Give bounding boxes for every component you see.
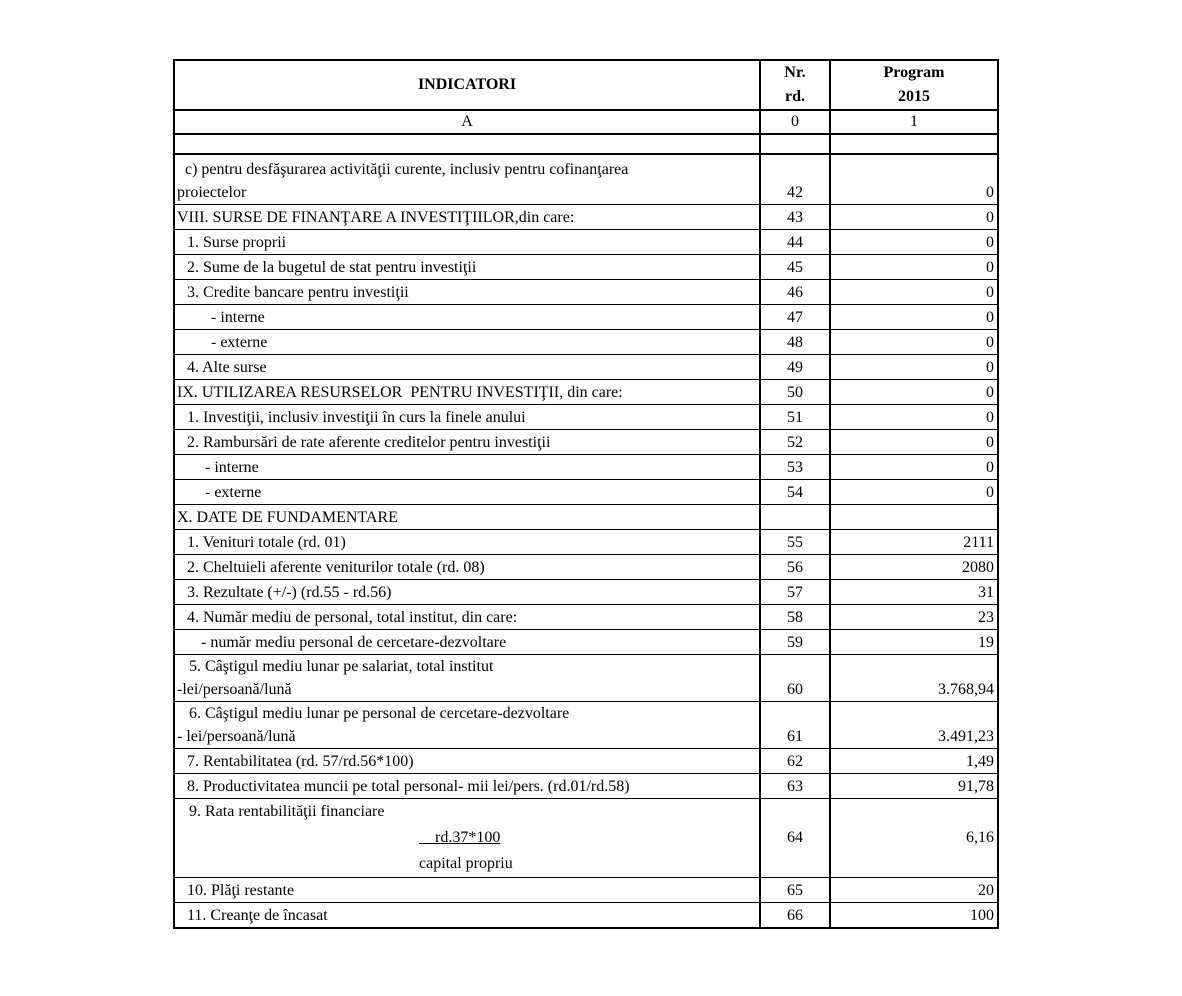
row-label-line1: 5. Câştigul mediu lunar pe salariat, total institut <box>189 657 494 675</box>
header-nr-line1: Nr. <box>784 64 806 81</box>
row-number: 63 <box>760 773 830 798</box>
row-value: 0 <box>830 404 998 429</box>
row-value: 19 <box>830 629 998 654</box>
column-code-a: A <box>174 110 760 134</box>
row-label: - externe <box>174 329 760 354</box>
row-value: 1,49 <box>830 748 998 773</box>
row-label: VIII. SURSE DE FINANŢARE A INVESTIŢIILOR,din care: <box>174 204 760 229</box>
row-value: 2111 <box>830 529 998 554</box>
table-row <box>174 454 998 479</box>
row-label: 2. Rambursări de rate aferente creditelor pentru investiţii <box>174 429 760 454</box>
row-value: 2080 <box>830 554 998 579</box>
header-program <box>830 60 998 110</box>
row-value: 91,78 <box>830 773 998 798</box>
row-label: - număr mediu personal de cercetare-dezvoltare <box>174 629 760 654</box>
row-value: 6,16 <box>830 798 998 877</box>
numerator-text: rd.37*100 <box>419 828 501 846</box>
row-number: 49 <box>760 354 830 379</box>
row-label <box>174 798 760 877</box>
row-label: 8. Productivitatea muncii pe total personal- mii lei/pers. (rd.01/rd.58) <box>174 773 760 798</box>
header-program-line1: Program <box>883 64 945 81</box>
row-value: 0 <box>830 254 998 279</box>
row-value: 0 <box>830 354 998 379</box>
table-row <box>174 504 998 529</box>
table-row <box>174 229 998 254</box>
table-row <box>174 554 998 579</box>
row-value: 3.768,94 <box>830 654 998 701</box>
blank-cell <box>760 134 830 154</box>
row-value: 0 <box>830 204 998 229</box>
row-label: IX. UTILIZAREA RESURSELOR PENTRU INVESTIŢII, din care: <box>174 379 760 404</box>
row-label: - interne <box>174 304 760 329</box>
row-label: 4. Alte surse <box>174 354 760 379</box>
row-label <box>174 154 760 204</box>
table-row <box>174 902 998 928</box>
row-number: 54 <box>760 479 830 504</box>
row-value <box>830 504 998 529</box>
table-row <box>174 579 998 604</box>
row-number: 47 <box>760 304 830 329</box>
table-row <box>174 204 998 229</box>
row-number: 58 <box>760 604 830 629</box>
row-label: 10. Plăţi restante <box>174 877 760 902</box>
row-number: 42 <box>760 154 830 204</box>
table-row <box>174 429 998 454</box>
row-label: 11. Creanţe de încasat <box>174 902 760 928</box>
table-row <box>174 604 998 629</box>
row-number: 51 <box>760 404 830 429</box>
header-program-line2: 2015 <box>898 88 930 105</box>
table-row <box>174 154 998 204</box>
table-row <box>174 479 998 504</box>
column-code-0: 0 <box>760 110 830 134</box>
table-row <box>174 304 998 329</box>
row-number: 56 <box>760 554 830 579</box>
fraction-numerator <box>177 825 757 851</box>
row-label: - externe <box>174 479 760 504</box>
row-value: 0 <box>830 279 998 304</box>
column-codes-row <box>174 110 998 134</box>
row-number: 60 <box>760 654 830 701</box>
row-label: X. DATE DE FUNDAMENTARE <box>174 504 760 529</box>
row-value: 0 <box>830 304 998 329</box>
header-nr-line2: rd. <box>785 88 805 105</box>
row-label-line1: c) pentru desfăşurarea activităţii curente, inclusiv pentru cofinanţarea <box>177 160 629 178</box>
row-label: 3. Credite bancare pentru investiţii <box>174 279 760 304</box>
row-value: 100 <box>830 902 998 928</box>
row-number: 43 <box>760 204 830 229</box>
row-number: 66 <box>760 902 830 928</box>
table-row <box>174 798 998 877</box>
indicators-table <box>173 59 999 929</box>
row-value: 0 <box>830 379 998 404</box>
row-label: 1. Venituri totale (rd. 01) <box>174 529 760 554</box>
table-row <box>174 877 998 902</box>
row-value: 3.491,23 <box>830 701 998 748</box>
row-label: 4. Număr mediu de personal, total institut, din care: <box>174 604 760 629</box>
row-number: 45 <box>760 254 830 279</box>
table-row <box>174 773 998 798</box>
row-number <box>760 504 830 529</box>
table-row <box>174 279 998 304</box>
row-number: 59 <box>760 629 830 654</box>
row-label <box>174 654 760 701</box>
row-number: 65 <box>760 877 830 902</box>
budget-indicators-sheet <box>173 59 997 929</box>
table-row <box>174 379 998 404</box>
table-row <box>174 354 998 379</box>
table-row <box>174 529 998 554</box>
row-number: 55 <box>760 529 830 554</box>
blank-row <box>174 134 998 154</box>
row-label: 1. Surse proprii <box>174 229 760 254</box>
row-value: 23 <box>830 604 998 629</box>
row-label-line1: 9. Rata rentabilităţii financiare <box>189 802 385 820</box>
row-number: 64 <box>760 798 830 877</box>
blank-cell <box>174 134 760 154</box>
row-label: 2. Sume de la bugetul de stat pentru investiţii <box>174 254 760 279</box>
row-value: 0 <box>830 229 998 254</box>
row-number: 53 <box>760 454 830 479</box>
row-label: 2. Cheltuieli aferente veniturilor totale (rd. 08) <box>174 554 760 579</box>
table-row <box>174 629 998 654</box>
row-number: 46 <box>760 279 830 304</box>
row-label: - interne <box>174 454 760 479</box>
blank-cell <box>830 134 998 154</box>
column-code-1: 1 <box>830 110 998 134</box>
row-value: 0 <box>830 429 998 454</box>
row-value: 31 <box>830 579 998 604</box>
row-number: 50 <box>760 379 830 404</box>
fraction-denominator: capital propriu <box>419 854 513 872</box>
row-number: 52 <box>760 429 830 454</box>
row-label-line2: - lei/persoană/lună <box>177 727 296 745</box>
table-row <box>174 748 998 773</box>
row-number: 62 <box>760 748 830 773</box>
row-number: 57 <box>760 579 830 604</box>
table-row <box>174 404 998 429</box>
row-value: 20 <box>830 877 998 902</box>
table-row <box>174 701 998 748</box>
table-header-row <box>174 60 998 110</box>
row-value: 0 <box>830 154 998 204</box>
row-number: 48 <box>760 329 830 354</box>
row-label-line2: proiectelor <box>177 183 247 201</box>
row-label-line1: 6. Câştigul mediu lunar pe personal de cercetare-dezvoltare <box>189 704 570 722</box>
row-value: 0 <box>830 454 998 479</box>
row-value: 0 <box>830 479 998 504</box>
table-row <box>174 329 998 354</box>
table-row <box>174 254 998 279</box>
row-label: 3. Rezultate (+/-) (rd.55 - rd.56) <box>174 579 760 604</box>
row-label-line2: -lei/persoană/lună <box>177 680 292 698</box>
row-label: 1. Investiţii, inclusiv investiţii în curs la finele anului <box>174 404 760 429</box>
row-number: 61 <box>760 701 830 748</box>
row-number: 44 <box>760 229 830 254</box>
header-indicators: INDICATORI <box>174 60 760 110</box>
row-label <box>174 701 760 748</box>
row-value: 0 <box>830 329 998 354</box>
header-row-number <box>760 60 830 110</box>
table-row <box>174 654 998 701</box>
row-label: 7. Rentabilitatea (rd. 57/rd.56*100) <box>174 748 760 773</box>
